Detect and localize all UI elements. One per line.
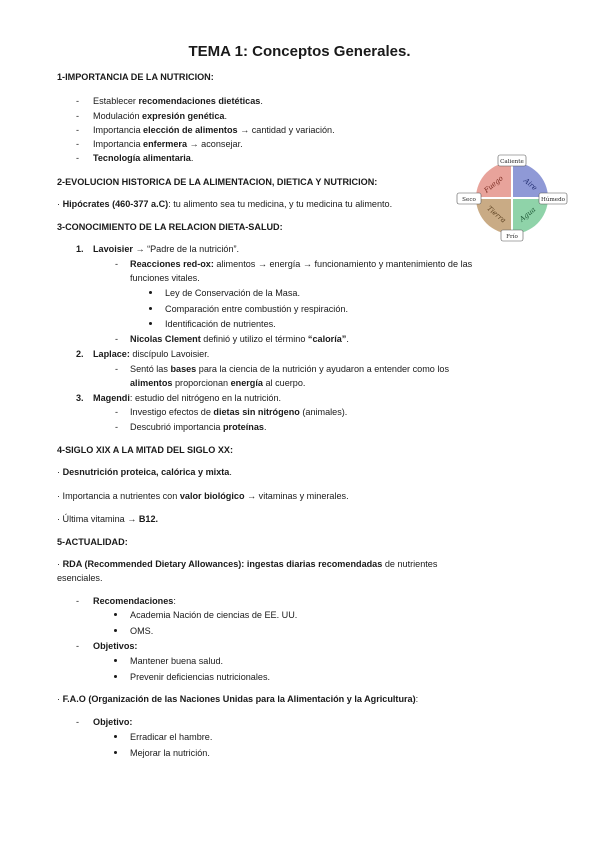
label-caliente: Caliente (500, 159, 524, 165)
list-item: Importancia enfermera → aconsejar. (93, 139, 243, 149)
dash-marker: - (76, 125, 80, 135)
bullet-marker (114, 751, 117, 754)
bullet-marker (114, 675, 117, 678)
hipocrates-line: · Hipócrates (460-377 a.C): tu alimento sea tu medicina, y tu medicina tu alimento. (57, 199, 393, 209)
bullet-marker (114, 735, 117, 738)
laplace-line: Laplace: discípulo Lavoisier. (93, 349, 210, 359)
sento-line-2: alimentos proporcionan energía al cuerpo. (130, 378, 306, 388)
bullet-marker (114, 659, 117, 662)
quadrant-label-tierra: Tierra (485, 204, 508, 225)
bullet-item: Identificación de nutrientes. (165, 319, 276, 329)
fao-line: · F.A.O (Organización de las Naciones Unidas para la Alimentación y la Agricultura): (57, 694, 419, 704)
section-4-heading: 4-SIGLO XIX A LA MITAD DEL SIGLO XX: (57, 445, 233, 455)
section-3-heading: 3-CONOCIMIENTO DE LA RELACION DIETA-SALUD: (57, 222, 283, 232)
bullet-item: Erradicar el hambre. (130, 732, 213, 742)
bullet-marker (114, 629, 117, 632)
bullet-marker (149, 291, 152, 294)
quadrant-label-fuego: Fuego (482, 174, 505, 195)
rda-line: · RDA (Recommended Dietary Allowances): ingestas diarias recomendadas de nutrientes (57, 559, 438, 569)
label-seco: Seco (462, 197, 476, 203)
bullet-item: OMS. (130, 626, 154, 636)
magendi-line: Magendi: estudio del nitrógeno en la nutrición. (93, 393, 282, 403)
list-number: 1. (76, 244, 84, 254)
quadrant-label-agua: Agua (518, 205, 538, 224)
rda-line-2: esenciales. (57, 573, 103, 583)
list-item: Tecnología alimentaria. (93, 153, 194, 163)
section-5-heading: 5-ACTUALIDAD: (57, 537, 128, 547)
bullet-marker (149, 307, 152, 310)
bullet-item: Mejorar la nutrición. (130, 748, 210, 758)
bullet-item: Prevenir deficiencias nutricionales. (130, 672, 271, 682)
list-item: Establecer recomendaciones dietéticas. (93, 96, 263, 106)
list-number: 2. (76, 349, 84, 359)
fao-objetivo-line: Objetivo: (93, 717, 133, 727)
dash-marker: - (76, 596, 80, 606)
dash-marker: - (76, 111, 80, 121)
dash-marker: - (115, 259, 119, 269)
elements-diagram (455, 150, 575, 246)
bullet-item: Ley de Conservación de la Masa. (165, 288, 300, 298)
page-title: TEMA 1: Conceptos Generales. (188, 43, 411, 60)
descubrio-line: Descubrió importancia proteínas. (130, 422, 267, 432)
redox-line-2: funciones vitales. (130, 273, 200, 283)
bullet-marker (114, 613, 117, 616)
dash-marker: - (76, 139, 80, 149)
label-humedo: Húmedo (540, 197, 566, 203)
lavoisier-line: Lavoisier → “Padre de la nutrición”. (93, 244, 240, 254)
redox-line: Reacciones red-ox: alimentos → energía → funcionamiento y mantenimiento de las (130, 259, 473, 269)
section-2-heading: 2-EVOLUCION HISTORICA DE LA ALIMENTACION, DIETICA Y NUTRICION: (57, 177, 378, 187)
recomendaciones-line: Recomendaciones: (93, 596, 176, 606)
ultima-vitamina-line: · Última vitamina → B12. (57, 514, 159, 524)
quadrant-label-aire: Aire (522, 176, 539, 193)
dash-marker: - (115, 334, 119, 344)
desnutricion-line: · Desnutrición proteica, calórica y mixta. (57, 467, 232, 477)
dash-marker: - (115, 407, 119, 417)
bullet-item: Academia Nación de ciencias de EE. UU. (130, 610, 298, 620)
list-item: Importancia elección de alimentos → cantidad y variación. (93, 125, 335, 135)
dash-marker: - (115, 364, 119, 374)
section-1-heading: 1-IMPORTANCIA DE LA NUTRICION: (57, 72, 214, 82)
dash-marker: - (115, 422, 119, 432)
investigo-line: Investigo efectos de dietas sin nitrógeno (animales). (130, 407, 348, 417)
objetivos-line: Objetivos: (93, 641, 138, 651)
bullet-item: Mantener buena salud. (130, 656, 224, 666)
sento-line: Sentó las bases para la ciencia de la nutrición y ayudaron a entender como los (130, 364, 450, 374)
list-item: Modulación expresión genética. (93, 111, 227, 121)
bullet-marker (149, 322, 152, 325)
label-frio: Frío (506, 234, 518, 240)
dash-marker: - (76, 96, 80, 106)
valor-biologico-line: · Importancia a nutrientes con valor biológico → vitaminas y minerales. (57, 491, 349, 501)
dash-marker: - (76, 717, 80, 727)
nicolas-line: Nicolas Clement definió y utilizo el término “caloría”. (130, 334, 349, 344)
dash-marker: - (76, 153, 80, 163)
bullet-item: Comparación entre combustión y respiración. (165, 304, 348, 314)
dash-marker: - (76, 641, 80, 651)
list-number: 3. (76, 393, 84, 403)
